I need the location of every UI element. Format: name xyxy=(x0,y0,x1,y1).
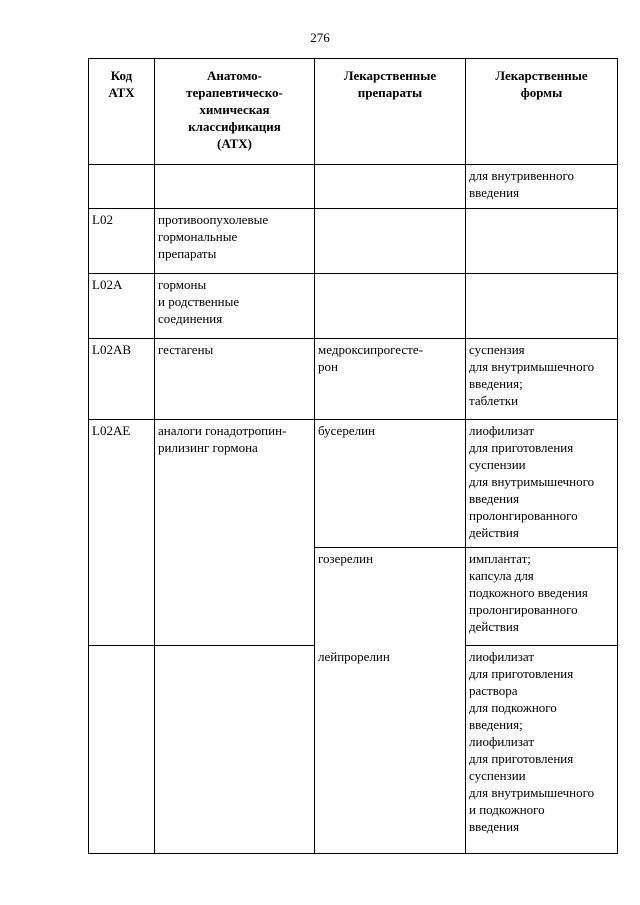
table-row xyxy=(89,646,618,854)
cell-code: L02AE xyxy=(89,420,155,548)
table-row xyxy=(89,548,618,646)
cell-forms: для внутривенного введения xyxy=(466,165,618,209)
cell-drug xyxy=(315,165,466,209)
atc-table xyxy=(88,58,618,854)
cell-code xyxy=(89,646,155,854)
cell-forms: лиофилизат для приготовления раствора для подкожного введения; лиофилизат для приготовления суспензии для внутримышечного и подкожного введения xyxy=(466,646,618,854)
header-classification: Анатомо- терапевтическо- химическая классификация (АТХ) xyxy=(155,59,315,165)
cell-forms xyxy=(466,274,618,339)
cell-classification xyxy=(155,165,315,209)
table-row xyxy=(89,274,618,339)
cell-code xyxy=(89,548,155,646)
table-row xyxy=(89,420,618,548)
cell-drug: медроксипрогесте- рон xyxy=(315,339,466,420)
cell-drug: гозерелин xyxy=(315,548,466,646)
cell-drug: лейпрорелин xyxy=(315,646,466,854)
table-row xyxy=(89,339,618,420)
cell-code: L02A xyxy=(89,274,155,339)
cell-forms xyxy=(466,209,618,274)
cell-classification: гестагены xyxy=(155,339,315,420)
cell-code xyxy=(89,165,155,209)
cell-classification: противоопухолевые гормональные препараты xyxy=(155,209,315,274)
cell-classification: аналоги гонадотропин- рилизинг гормона xyxy=(155,420,315,548)
cell-code: L02 xyxy=(89,209,155,274)
cell-forms: лиофилизат для приготовления суспензии для внутримышечного введения пролонгированного действия xyxy=(466,420,618,548)
table-row xyxy=(89,165,618,209)
cell-drug xyxy=(315,209,466,274)
cell-code: L02AB xyxy=(89,339,155,420)
cell-classification xyxy=(155,646,315,854)
cell-forms: имплантат; капсула для подкожного введения пролонгированного действия xyxy=(466,548,618,646)
cell-classification: гормоны и родственные соединения xyxy=(155,274,315,339)
table-row xyxy=(89,209,618,274)
cell-forms: суспензия для внутримышечного введения; таблетки xyxy=(466,339,618,420)
header-forms: Лекарственные формы xyxy=(466,59,618,165)
header-code: Код АТХ xyxy=(89,59,155,165)
header-row xyxy=(89,59,618,165)
cell-classification xyxy=(155,548,315,646)
header-drugs: Лекарственные препараты xyxy=(315,59,466,165)
page-number: 276 xyxy=(310,30,330,45)
cell-drug xyxy=(315,274,466,339)
cell-drug: бусерелин xyxy=(315,420,466,548)
